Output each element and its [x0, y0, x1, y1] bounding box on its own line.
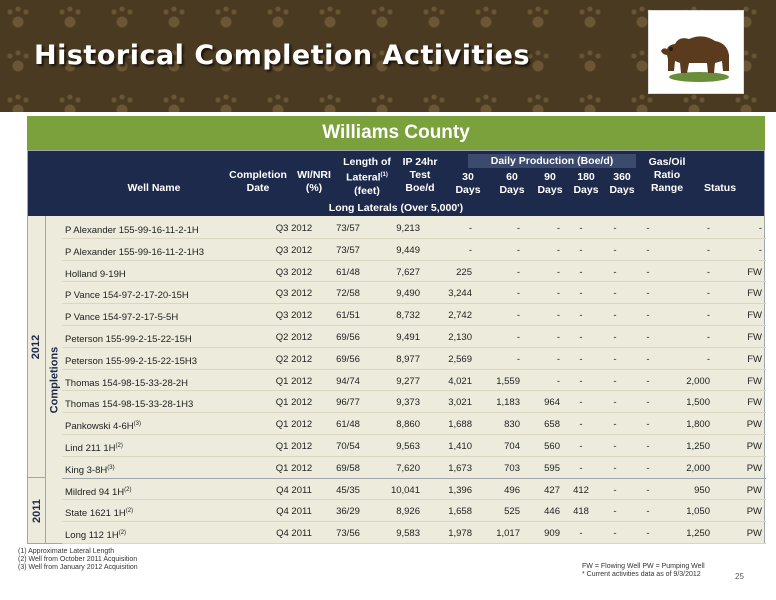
cell-d60: - — [556, 266, 560, 278]
cell-len: 8,860 — [396, 419, 420, 431]
col-lateral: Length of Lateral$^{(1)}$ (feet) — [343, 156, 391, 197]
cell-d60: - — [556, 223, 560, 234]
page-number: 25 — [735, 572, 744, 581]
cell-ip: 1,396 — [448, 484, 472, 496]
cell-len: 8,977 — [396, 353, 420, 365]
cell-d60: 427 — [544, 484, 560, 496]
col-360-days: 360 Days — [609, 171, 635, 196]
cell-gor: - — [706, 288, 710, 300]
cell-wi: 96/77 — [336, 397, 360, 409]
cell-status: PW — [746, 506, 762, 518]
well-name: Peterson 155-99-2-15-22-15H — [65, 334, 192, 346]
table-row — [62, 413, 766, 435]
well-name: P Vance 154-97-2-17-5-5H — [65, 312, 179, 324]
cell-wi: 36/29 — [336, 506, 360, 518]
cell-d90: - — [579, 441, 583, 452]
cell-date: Q3 2012 — [275, 244, 313, 256]
cell-ip: - — [468, 223, 472, 234]
cell-d180: - — [613, 462, 617, 474]
cell-gor: 1,500 — [686, 397, 710, 409]
cell-wi: 61/48 — [336, 419, 360, 431]
cell-d180: - — [613, 506, 617, 518]
footnote: (3) Well from January 2012 Acquisition — [18, 564, 138, 571]
well-name: Mildred 94 $1H^{(2)}$ — [65, 486, 132, 498]
cell-d360: - — [646, 462, 650, 474]
cell-ip: 2,742 — [448, 310, 472, 322]
cell-status: PW — [746, 462, 762, 474]
cell-d60: - — [556, 310, 560, 322]
table-row — [62, 370, 766, 392]
cell-status: FW — [747, 310, 762, 322]
cell-date: Q1 2012 — [275, 375, 313, 387]
cell-wi: 73/57 — [336, 223, 360, 234]
cell-ip: 2,569 — [448, 353, 472, 365]
well-name: Thomas 154-98-15-33-28-2H — [65, 377, 189, 389]
cell-d90: - — [579, 528, 583, 540]
cell-d60: 446 — [544, 506, 560, 518]
col-status: Status — [703, 182, 737, 194]
cell-d60: 560 — [544, 441, 560, 452]
cell-date: Q2 2012 — [275, 332, 313, 343]
col-completion-date: Completion Date — [229, 169, 287, 194]
cell-d360: - — [646, 441, 650, 452]
cell-d60: 964 — [544, 397, 560, 409]
cell-gor: 1,050 — [686, 506, 710, 518]
cell-len: 9,277 — [396, 375, 420, 387]
county-banner: Williams County — [27, 116, 765, 150]
col-60-days: 60 Days — [499, 171, 525, 196]
table-row — [62, 435, 766, 457]
cell-gor: 1,250 — [686, 441, 710, 452]
cell-d360: - — [646, 375, 650, 387]
long-laterals-banner: Long Laterals (Over 5,000') — [28, 200, 764, 216]
cell-ip: 2,130 — [448, 332, 472, 343]
cell-d60: 909 — [544, 528, 560, 540]
table-row — [62, 479, 766, 501]
cell-d360: - — [646, 244, 650, 256]
cell-ip: 1,673 — [448, 462, 472, 474]
cell-d180: - — [613, 288, 617, 300]
cell-wi: 61/48 — [336, 266, 360, 278]
cell-d90: 418 — [573, 506, 589, 518]
cell-status: - — [758, 223, 762, 234]
cell-d180: - — [613, 528, 617, 540]
cell-gor: 950 — [694, 484, 710, 496]
table-row — [62, 457, 766, 479]
cell-d60: 595 — [544, 462, 560, 474]
well-name: Long 112 $1H^{(2)}$ — [65, 530, 127, 542]
well-name: Peterson 155-99-2-15-22-15H3 — [65, 355, 198, 367]
cell-date: Q3 2012 — [275, 310, 313, 322]
cell-status: PW — [746, 528, 762, 540]
cell-wi: 61/51 — [336, 310, 360, 322]
cell-d180: - — [613, 375, 617, 387]
cell-d360: - — [646, 310, 650, 322]
cell-ip: 225 — [456, 266, 472, 278]
cell-d90: - — [579, 397, 583, 409]
completions-label: Completions — [48, 346, 60, 413]
cell-d60: - — [556, 353, 560, 365]
well-name: P Vance 154-97-2-17-20-15H — [65, 290, 189, 302]
cell-d30: 1,559 — [496, 375, 520, 387]
cell-d60: - — [556, 332, 560, 343]
cell-len: 9,449 — [396, 244, 420, 256]
cell-status: FW — [747, 266, 762, 278]
cell-d60: - — [556, 244, 560, 256]
well-name: King $3-8H^{(3)}$ — [65, 464, 115, 476]
cell-date: Q3 2012 — [275, 223, 313, 234]
cell-ip: 1,658 — [448, 506, 472, 518]
table-row — [62, 304, 766, 326]
cell-gor: - — [706, 353, 710, 365]
cell-len: 7,620 — [396, 462, 420, 474]
cell-gor: - — [706, 223, 710, 234]
well-name: Lind 211 $1H^{(2)}$ — [65, 443, 123, 455]
cell-ip: 4,021 — [448, 375, 472, 387]
cell-d30: - — [516, 223, 520, 234]
cell-status: PW — [746, 441, 762, 452]
cell-d180: - — [613, 332, 617, 343]
table-row — [62, 348, 766, 370]
cell-wi: 69/56 — [336, 332, 360, 343]
bear-logo — [648, 10, 744, 94]
cell-d90: - — [579, 288, 583, 300]
cell-d180: - — [613, 266, 617, 278]
cell-d90: - — [579, 310, 583, 322]
cell-d30: 496 — [504, 484, 520, 496]
cell-date: Q1 2012 — [275, 419, 313, 431]
cell-d180: - — [613, 353, 617, 365]
bear-icon — [649, 11, 745, 95]
cell-date: Q4 2011 — [276, 506, 312, 518]
cell-status: FW — [747, 353, 762, 365]
well-name: Thomas 154-98-15-33-28-1H3 — [65, 399, 194, 411]
table-row — [62, 522, 766, 544]
cell-len: 9,490 — [396, 288, 420, 300]
cell-gor: - — [706, 310, 710, 322]
well-name: State 1621 $1H^{(2)}$ — [65, 508, 134, 520]
cell-d180: - — [613, 484, 617, 496]
cell-status: FW — [747, 397, 762, 409]
cell-gor: 2,000 — [686, 462, 710, 474]
cell-ip: 1,410 — [448, 441, 472, 452]
cell-d90: - — [579, 419, 583, 431]
well-name: Pankowski $4-6H^{(3)}$ — [65, 421, 141, 433]
cell-len: 9,213 — [396, 223, 420, 234]
table-row — [62, 217, 766, 239]
cell-wi: 69/56 — [336, 353, 360, 365]
well-name: P Alexander 155-99-16-11-2-1H — [65, 225, 199, 237]
col-180-days: 180 Days — [573, 171, 599, 196]
cell-d360: - — [646, 223, 650, 234]
col-gas-oil-ratio: Gas/Oil Ratio Range — [648, 156, 686, 194]
cell-d60: - — [556, 288, 560, 300]
cell-gor: - — [706, 266, 710, 278]
cell-d90: - — [579, 266, 583, 278]
cell-len: 9,583 — [396, 528, 420, 540]
table-header — [28, 151, 764, 200]
cell-d30: 1,017 — [496, 528, 520, 540]
cell-date: Q4 2011 — [276, 484, 312, 496]
col-ip-24hr: IP 24hr Test Boe/d — [402, 156, 438, 194]
table-row — [62, 326, 766, 348]
table-row — [62, 282, 766, 304]
cell-d360: - — [646, 332, 650, 343]
table-row — [62, 391, 766, 413]
cell-gor: - — [706, 332, 710, 343]
col-well-name: Well Name — [127, 182, 181, 194]
cell-gor: - — [706, 244, 710, 256]
cell-wi: 72/58 — [336, 288, 360, 300]
cell-d90: - — [579, 244, 583, 256]
cell-d180: - — [613, 310, 617, 322]
cell-len: 7,627 — [396, 266, 420, 278]
table-row — [62, 500, 766, 522]
cell-d30: - — [516, 288, 520, 300]
cell-len: 10,041 — [390, 484, 420, 496]
cell-wi: 69/58 — [336, 462, 360, 474]
cell-d360: - — [646, 397, 650, 409]
cell-d180: - — [613, 244, 617, 256]
cell-d180: - — [613, 441, 617, 452]
cell-status: PW — [746, 484, 762, 496]
col-30-days: 30 Days — [455, 171, 481, 196]
cell-d30: - — [516, 244, 520, 256]
cell-d30: 830 — [504, 419, 520, 431]
cell-d360: - — [646, 419, 650, 431]
cell-d360: - — [646, 353, 650, 365]
completion-table — [27, 150, 765, 544]
cell-d90: - — [579, 223, 583, 234]
cell-d90: 412 — [573, 484, 589, 496]
cell-d360: - — [646, 288, 650, 300]
cell-d30: - — [516, 353, 520, 365]
cell-d360: - — [646, 266, 650, 278]
daily-production-group: Daily Production (Boe/d) — [468, 154, 636, 168]
cell-wi: 73/56 — [336, 528, 360, 540]
cell-d60: - — [556, 375, 560, 387]
cell-d30: 525 — [504, 506, 520, 518]
status-legend: FW = Flowing Well PW = Pumping Well * Current activities data as of 9/3/2012 — [582, 563, 705, 578]
cell-date: Q4 2011 — [276, 528, 312, 540]
cell-d30: - — [516, 332, 520, 343]
cell-d180: - — [613, 223, 617, 234]
cell-wi: 45/35 — [336, 484, 360, 496]
table-row — [62, 239, 766, 261]
cell-len: 8,732 — [396, 310, 420, 322]
cell-wi: 70/54 — [336, 441, 360, 452]
cell-d90: - — [579, 462, 583, 474]
cell-date: Q3 2012 — [275, 266, 313, 278]
cell-d30: 703 — [504, 462, 520, 474]
cell-status: - — [758, 244, 762, 256]
cell-wi: 73/57 — [336, 244, 360, 256]
cell-d180: - — [613, 397, 617, 409]
cell-len: 9,563 — [396, 441, 420, 452]
well-name: P Alexander 155-99-16-11-2-1H3 — [65, 246, 205, 258]
cell-len: 9,491 — [396, 332, 420, 343]
cell-d90: - — [579, 353, 583, 365]
cell-d30: - — [516, 266, 520, 278]
year-label-2011: 2011 — [28, 478, 46, 544]
cell-d30: 1,183 — [496, 397, 520, 409]
cell-d90: - — [579, 375, 583, 387]
table-row — [62, 261, 766, 283]
cell-d30: 704 — [504, 441, 520, 452]
cell-ip: 3,244 — [448, 288, 472, 300]
cell-date: Q1 2012 — [275, 462, 313, 474]
cell-d90: - — [579, 332, 583, 343]
cell-status: FW — [747, 332, 762, 343]
cell-ip: 3,021 — [448, 397, 472, 409]
cell-ip: 1,978 — [448, 528, 472, 540]
cell-gor: 1,250 — [686, 528, 710, 540]
header-band — [0, 0, 776, 112]
footnote: (1) Approximate Lateral Length — [18, 548, 115, 555]
cell-gor: 2,000 — [686, 375, 710, 387]
year-label-2012: 2012 — [28, 216, 46, 478]
cell-len: 9,373 — [396, 397, 420, 409]
col-wi-nri: WI/NRI (%) — [297, 169, 331, 194]
page-title: Historical Completion Activities — [34, 40, 531, 71]
cell-d360: - — [646, 528, 650, 540]
cell-d360: - — [646, 506, 650, 518]
cell-status: PW — [746, 419, 762, 431]
cell-ip: 1,688 — [448, 419, 472, 431]
cell-date: Q1 2012 — [275, 397, 313, 409]
cell-status: FW — [747, 288, 762, 300]
cell-wi: 94/74 — [336, 375, 360, 387]
cell-date: Q2 2012 — [275, 353, 313, 365]
cell-d360: - — [646, 484, 650, 496]
footnotes — [18, 548, 138, 572]
col-90-days: 90 Days — [537, 171, 563, 196]
cell-d30: - — [516, 310, 520, 322]
cell-status: FW — [747, 375, 762, 387]
well-name: Holland 9-19H — [65, 268, 126, 280]
cell-gor: 1,800 — [686, 419, 710, 431]
cell-date: Q3 2012 — [275, 288, 313, 300]
cell-len: 8,926 — [396, 506, 420, 518]
cell-date: Q1 2012 — [275, 441, 313, 452]
cell-d60: 658 — [544, 419, 560, 431]
cell-d180: - — [613, 419, 617, 431]
cell-ip: - — [468, 244, 472, 256]
footnote: (2) Well from October 2011 Acquisition — [18, 556, 138, 563]
